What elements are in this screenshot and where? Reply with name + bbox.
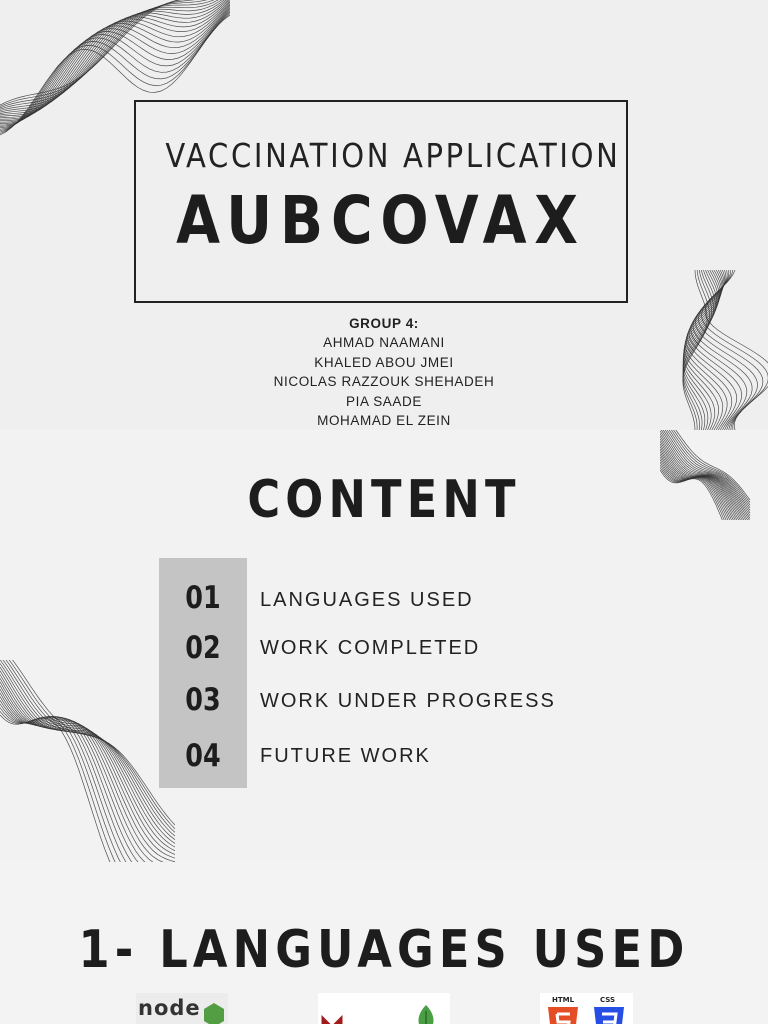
languages-slide: [0, 862, 768, 1024]
member-name: NICOLAS RAZZOUK SHEHADEH: [273, 374, 495, 390]
wave-decoration-bottom-left-icon: [0, 660, 175, 862]
item-label: LANGUAGES USED: [260, 589, 474, 611]
css-label: CSS: [600, 996, 616, 1004]
item-number: 02: [185, 630, 221, 666]
item-label: WORK COMPLETED: [260, 637, 481, 659]
nodejs-logo-icon: [136, 993, 228, 1024]
item-label: WORK UNDER PROGRESS: [260, 690, 556, 712]
member-name: MOHAMAD EL ZEIN: [317, 413, 451, 429]
member-name: AHMAD NAAMANI: [323, 335, 445, 351]
html-css-shield-icon: [540, 993, 633, 1024]
content-title: CONTENT: [247, 470, 521, 530]
member-name: PIA SAADE: [346, 393, 422, 409]
group-members: [0, 314, 768, 430]
item-number: 01: [185, 580, 221, 616]
app-name: AUBCOVAX: [176, 182, 586, 259]
languages-title: 1- LANGUAGES USED: [78, 920, 690, 980]
mongodb-logo-icon: [318, 993, 450, 1024]
title-slide: [0, 0, 768, 430]
item-number: 03: [185, 682, 221, 718]
nodejs-logo-icon: [136, 993, 228, 1024]
html-label: HTML: [552, 996, 575, 1004]
mongodb-leaf-icon: [318, 993, 450, 1024]
title-box: [134, 100, 628, 303]
content-slide: [0, 430, 768, 862]
nodejs-logo-text: node: [138, 996, 201, 1020]
group-label: GROUP 4:: [349, 316, 419, 331]
item-label: FUTURE WORK: [260, 745, 431, 767]
app-subtitle: VACCINATION APPLICATION: [165, 136, 621, 175]
item-number: 04: [185, 738, 221, 774]
member-name: KHALED ABOU JMEI: [314, 354, 454, 370]
html-css-logo-icon: [540, 993, 633, 1024]
